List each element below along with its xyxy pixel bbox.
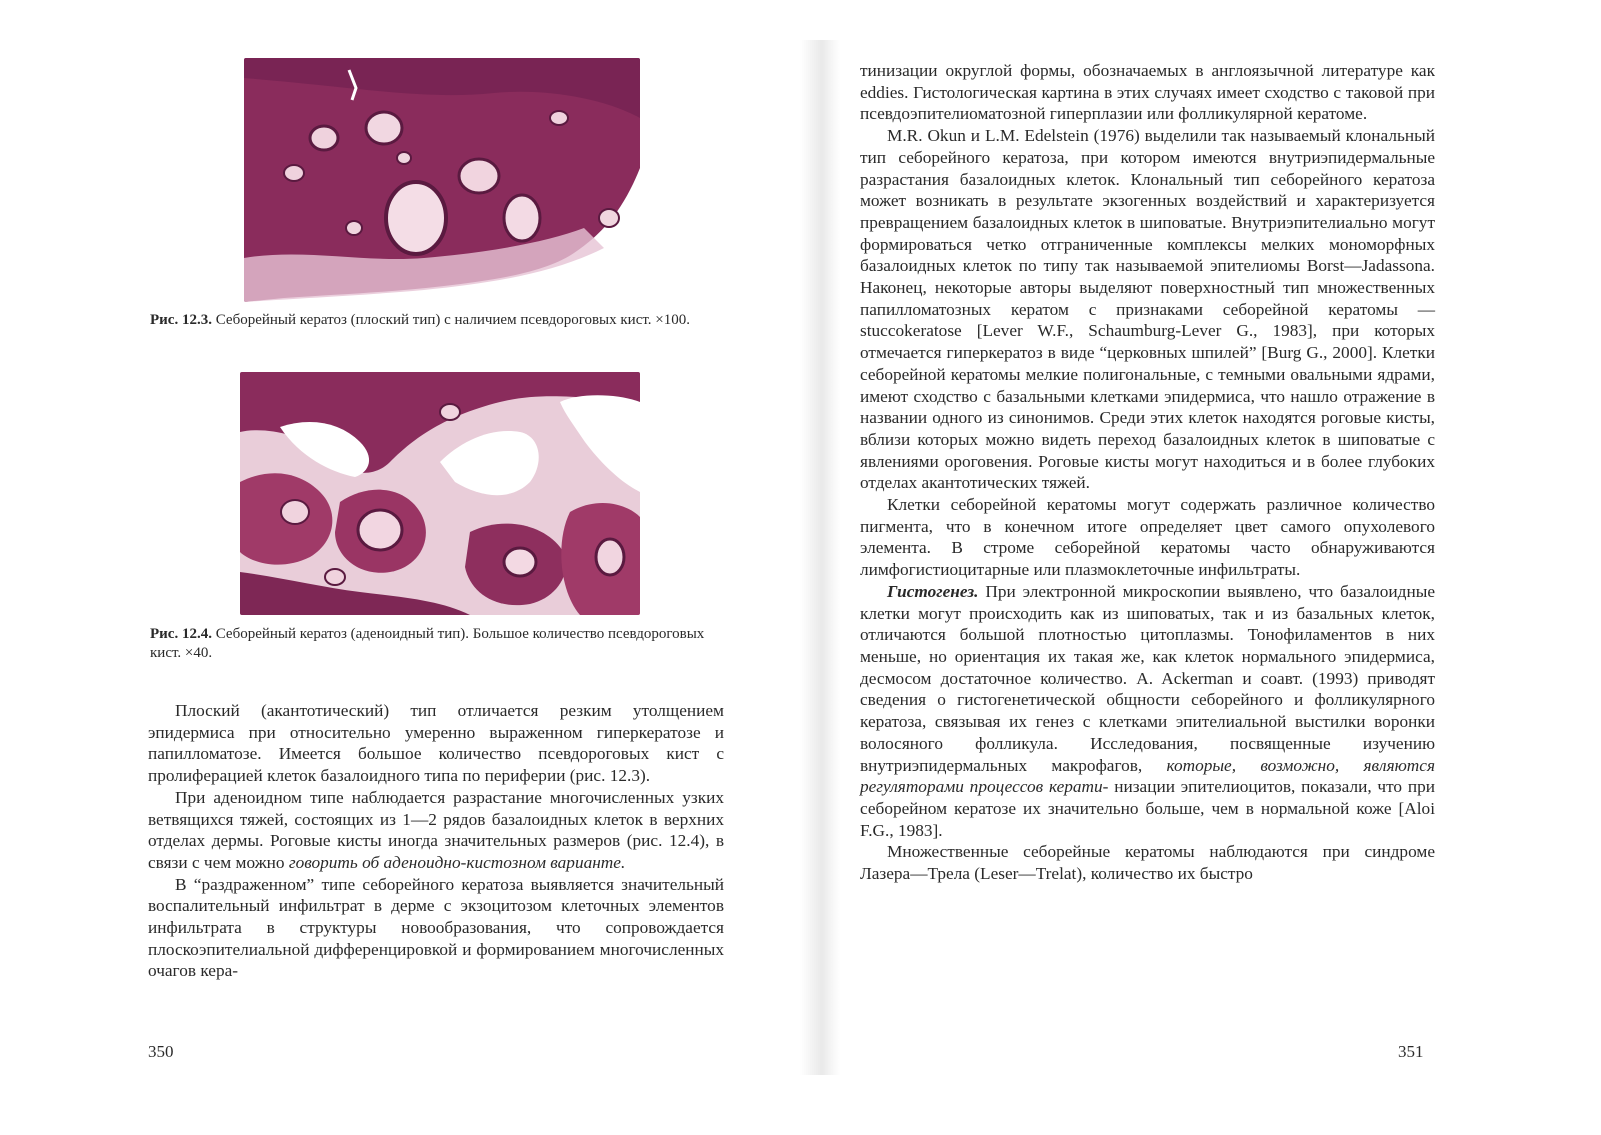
- figure-12-3-micrograph: [244, 58, 640, 302]
- caption-label: Рис. 12.3.: [150, 312, 212, 328]
- page-number-right: 351: [1398, 1042, 1424, 1061]
- paragraph: [148, 787, 724, 874]
- paragraph-italic-text: которые, возможно, являются регуляторами процессов керати-: [860, 755, 1435, 797]
- figure-12-3-caption: [150, 311, 730, 330]
- paragraph: тинизации округлой формы, обозначаемых в англоязычной литературе как eddies. Гистологическая картина в этих случаях имеет сходство с таковой при псевдоэпителиоматозной гиперплазии или фолликулярной кератоме.: [860, 61, 1435, 124]
- section-heading: Гистогенез.: [887, 581, 979, 601]
- paragraph-text: низации эпителиоцитов, показали, что при себорейном кератозе их значительно больше, чем в нормальной коже [Aloi F.G., 1983].: [860, 777, 1435, 840]
- paragraph-text: При аденоидном типе наблюдается разрастание многочисленных узких ветвящихся тяжей, состоящих из 1—2 рядов базалоидных клеток в верхних отделах дермы. Роговые кисты иногда значительных размеров (рис. 12.4), в связи с чем можно: [148, 787, 724, 872]
- paragraph: [860, 581, 1435, 841]
- figure-12-4-micrograph: [240, 372, 640, 615]
- paragraph: Клетки себорейной кератомы могут содержать различное количество пигмента, что в конечном итоге определяет цвет самого опухолевого элемента. В строме себорейной кератомы часто обнаруживаются лимфогистиоцитарные или плазмоклеточные инфильтраты.: [860, 495, 1435, 580]
- caption-text: Себорейный кератоз (аденоидный тип). Большое количество псевдороговых кист. ×40.: [150, 626, 705, 661]
- left-page-body: [148, 700, 724, 982]
- paragraph: Множественные себорейные кератомы наблюдаются при синдроме Лазера—Трела (Leser—Trelat), количество их быстро: [860, 842, 1435, 884]
- caption-label: Рис. 12.4.: [150, 626, 212, 642]
- paragraph: В “раздраженном” типе себорейного кератоза выявляется значительный воспалительный инфильтрат в дерме с экзоцитозом клеточных элементов инфильтрата в структуры новообразования, что сопровождается плоскоэпителиальной дифференцировкой и формированием многочисленных очагов кера-: [148, 874, 724, 981]
- page-number-left: 350: [148, 1042, 174, 1061]
- right-page-body: [860, 60, 1435, 885]
- paragraph-text: При электронной микроскопии выявлено, что базалоидные клетки могут происходить как из шиповатых, так и из базальных клеток, отличаются большой плотностью цитоплазмы. Тонофиламентов в них меньше, но ориентация их такая же, как клеток нормального эпидермиса, десмосом достаточное количество. A. Ackerman и соавт. (1993) приводят сведения о гистогенетической общности себорейного и фолликулярного кератоза, связывая их генез с клетками эпителиальной выстилки воронки волосяного фолликула. Исследования, посвященные изучению внутриэпидермальных макрофагов,: [860, 581, 1435, 775]
- left-page: [0, 0, 800, 1135]
- caption-text: Себорейный кератоз (плоский тип) с наличием псевдороговых кист. ×100.: [215, 312, 690, 328]
- paragraph: Плоский (акантотический) тип отличается резким утолщением эпидермиса при относительно умеренно выраженном гиперкератозе и папилломатозе. Имеется большое количество псевдороговых кист с пролиферацией клеток базалоидного типа по периферии (рис. 12.3).: [148, 701, 724, 786]
- paragraph-italic-text: говорить об аденоидно-кистозном варианте.: [288, 852, 626, 872]
- paragraph: M.R. Okun и L.M. Edelstein (1976) выделили так называемый клональный тип себорейного кератоза, при котором имеются внутриэпидермальные разрастания базалоидных клеток. Клональный тип себорейного кератоза может возникать в результате экзогенных воздействий и характеризуется превращением базалоидных клеток в шиповатые. Внутриэпителиально могут формироваться четко отграниченные комплексы мелких мономорфных базалоидных клеток по типу так называемой эпителиомы Borst—Jadassona. Наконец, некоторые авторы выделяют поверхностный тип множественных папилломатозных кератом с признаками себорейной кератомы — stuccokeratose [Lever W.F., Schaumburg-Lever G., 1983], при которых отмечается гиперкератоз в виде “церковных шпилей” [Burg G., 2000]. Клетки себорейной кератомы мелкие полигональные, с темными овальными ядрами, имеют сходство с базальными клетками эпидермиса, что нашло отражение в названии одного из синонимов. Среди этих клеток находятся роговые кисты, вблизи которых можно видеть переход базалоидных клеток в шиповатые с явлениями ороговения. Роговые кисты могут находиться и в более глубоких отделах акантотических тяжей.: [860, 126, 1435, 493]
- figure-12-4-caption: [150, 625, 730, 663]
